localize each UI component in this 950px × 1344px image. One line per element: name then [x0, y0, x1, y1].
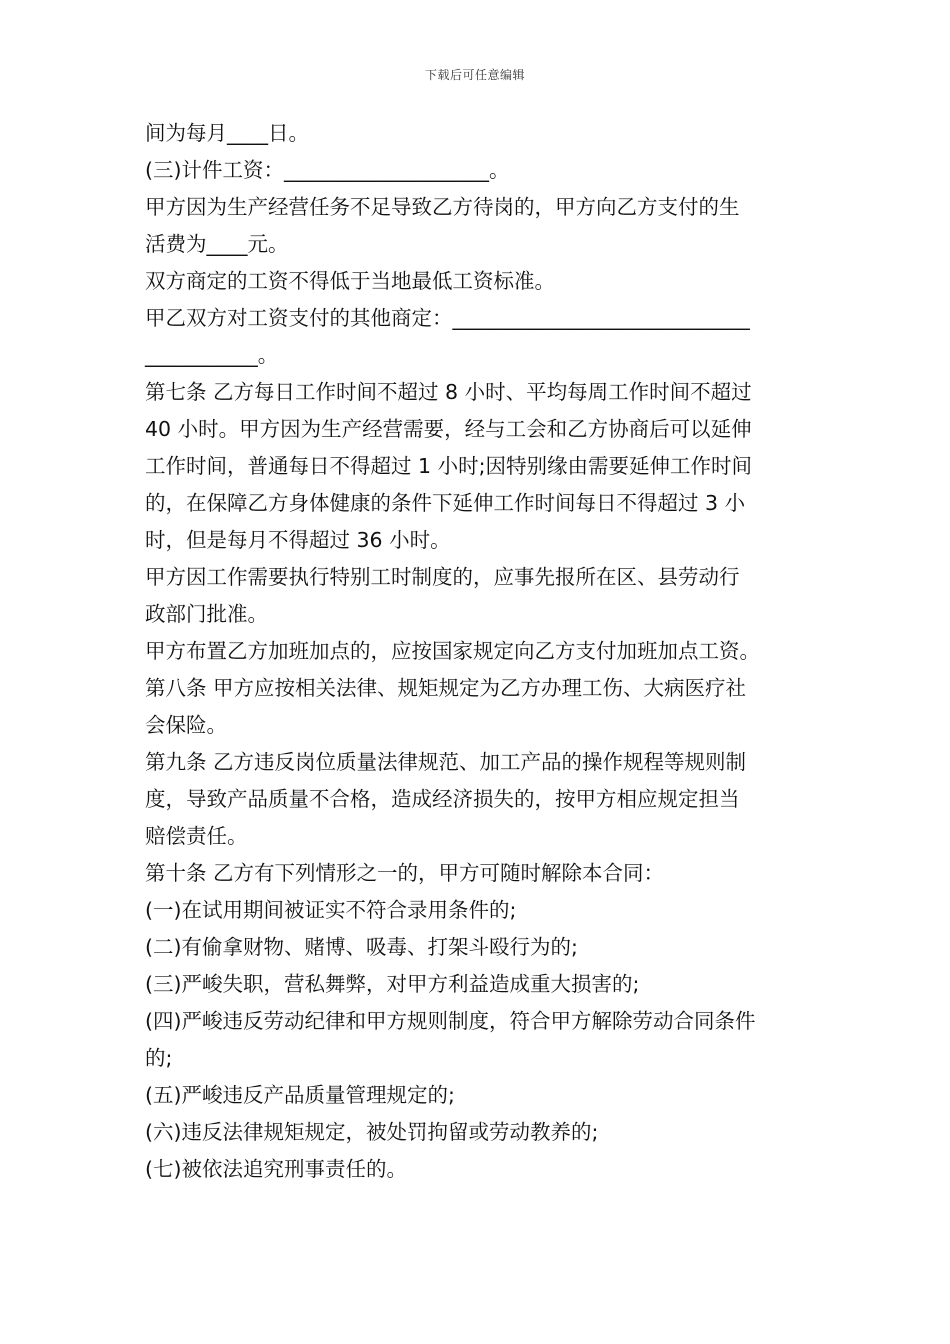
text-line: 赔偿责任。 [145, 824, 248, 848]
text-line: (一)在试用期间被证实不符合录用条件的; [145, 898, 517, 922]
text-line: 活费为____元。 [145, 232, 289, 256]
text-line: (三)严峻失职，营私舞弊，对甲方利益造成重大损害的; [145, 972, 640, 996]
text-line: 工作时间，普通每日不得超过 1 小时;因特别缘由需要延伸工作时间 [145, 454, 752, 478]
text-line: 间为每月____日。 [145, 121, 309, 145]
text-line: 第七条 乙方每日工作时间不超过 8 小时、平均每周工作时间不超过 [145, 380, 752, 404]
text-line: 第九条 乙方违反岗位质量法律规范、加工产品的操作规程等规则制 [145, 750, 747, 774]
text-line: (七)被依法追究刑事责任的。 [145, 1157, 407, 1181]
text-line: 时，但是每月不得超过 36 小时。 [145, 528, 451, 552]
text-line: (五)严峻违反产品质量管理规定的; [145, 1083, 455, 1107]
text-line: 甲乙双方对工资支付的其他商定：_____________________________ [145, 306, 750, 330]
text-line: 政部门批准。 [145, 602, 268, 626]
text-line: 第十条 乙方有下列情形之一的，甲方可随时解除本合同： [145, 861, 665, 885]
text-line: 甲方因工作需要执行特别工时制度的，应事先报所在区、县劳动行 [145, 565, 740, 589]
text-line: 的，在保障乙方身体健康的条件下延伸工作时间每日不得超过 3 小 [145, 491, 746, 515]
text-line: (六)违反法律规矩规定，被处罚拘留或劳动教养的; [145, 1120, 599, 1144]
text-line: 40 小时。甲方因为生产经营需要，经与工会和乙方协商后可以延伸 [145, 417, 752, 441]
text-line: 甲方因为生产经营任务不足导致乙方待岗的，甲方向乙方支付的生 [145, 195, 740, 219]
text-line: ___________。 [145, 343, 279, 367]
text-line: (四)严峻违反劳动纪律和甲方规则制度，符合甲方解除劳动合同条件 [145, 1009, 756, 1033]
text-line: 度，导致产品质量不合格，造成经济损失的，按甲方相应规定担当 [145, 787, 740, 811]
text-line: 的; [145, 1046, 173, 1070]
page-header: 下载后可任意编辑 [424, 68, 525, 82]
text-line: 双方商定的工资不得低于当地最低工资标准。 [145, 269, 555, 293]
text-line: 甲方布置乙方加班加点的，应按国家规定向乙方支付加班加点工资。 [145, 639, 760, 663]
text-line: (三)计件工资：____________________。 [145, 158, 510, 182]
document-body [145, 115, 810, 1188]
text-line: (二)有偷拿财物、赌博、吸毒、打架斗殴行为的; [145, 935, 578, 959]
text-line: 会保险。 [145, 713, 227, 737]
text-line: 第八条 甲方应按相关法律、规矩规定为乙方办理工伤、大病医疗社 [145, 676, 747, 700]
